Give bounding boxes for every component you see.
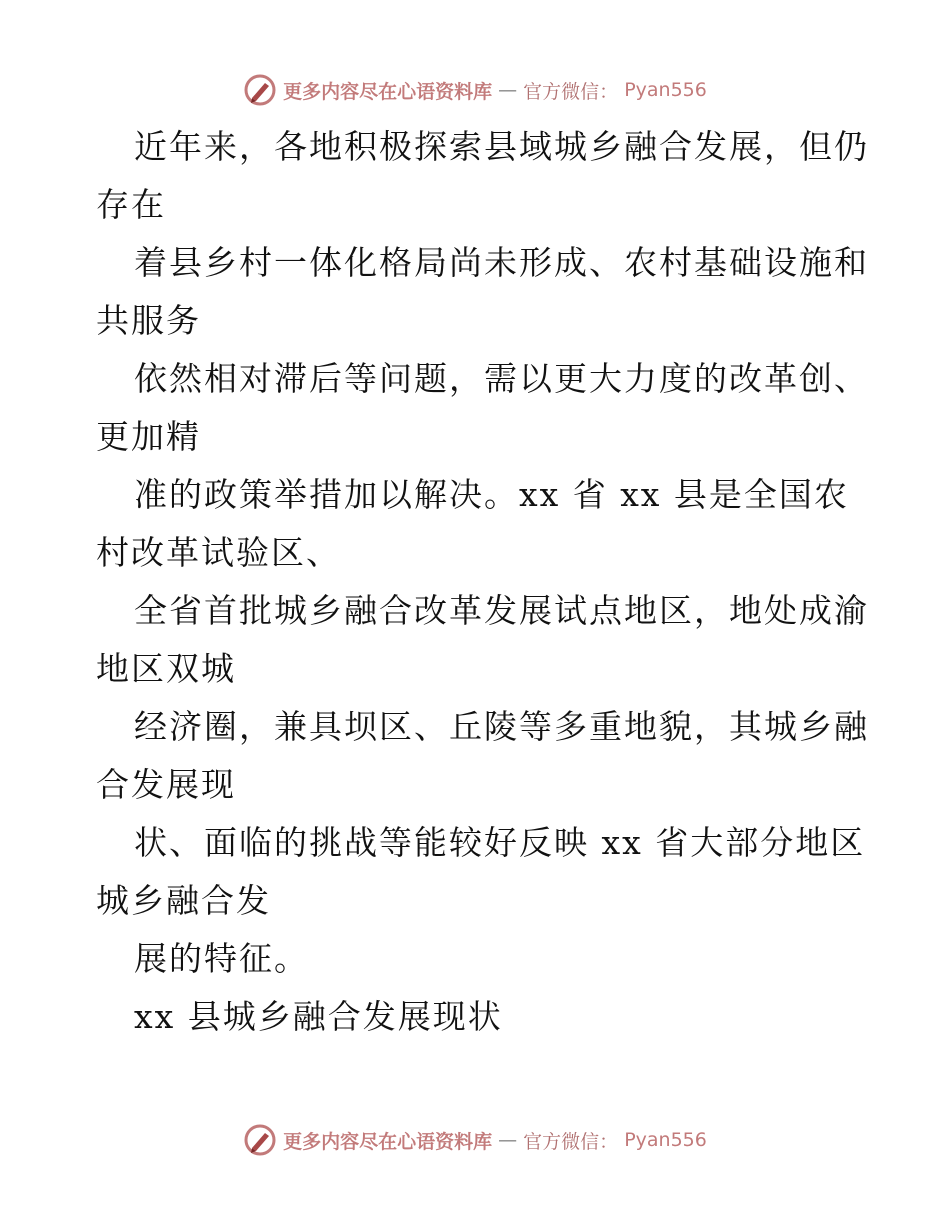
body-line: 地区双城 [96,649,236,688]
watermark-main-text: 更多内容尽在心语资料库 [283,1130,493,1153]
body-line: 状、面临的挑战等能较好反映 xx 省大部分地区 [134,823,866,862]
section-heading: xx 县城乡融合发展现状 [134,997,503,1036]
body-line: 合发展现 [96,765,236,804]
body-line: 经济圈，兼具坝区、丘陵等多重地貌，其城乡融 [134,707,869,746]
body-line: 依然相对滞后等问题，需以更大力度的改革创、 [134,359,869,398]
pen-logo-icon [243,1123,277,1157]
body-line: 着县乡村一体化格局尚未形成、农村基础设施和 [134,243,869,282]
pen-logo-icon [243,73,277,107]
body-line: 近年来，各地积极探索县域城乡融合发展，但仍 [134,127,869,166]
watermark-main-text: 更多内容尽在心语资料库 [283,80,493,103]
watermark-wechat-handle: Pyan556 [624,79,707,101]
watermark-wechat-handle: Pyan556 [624,1129,707,1151]
header-watermark [0,70,950,110]
watermark-separator: — [498,1129,518,1151]
body-line: 更加精 [96,417,201,456]
body-line: 准的政策举措加以解决。xx 省 xx 县是全国农 [134,475,849,514]
footer-watermark [0,1120,950,1160]
body-line: 展的特征。 [134,939,309,978]
body-line: 存在 [96,185,166,224]
body-line: 村改革试验区、 [96,533,341,572]
watermark-wechat-label: 官方微信： [523,1130,619,1153]
body-line: 共服务 [96,301,201,340]
document-body [96,118,869,1046]
watermark-separator: — [498,79,518,101]
body-line: 全省首批城乡融合改革发展试点地区，地处成渝 [134,591,869,630]
watermark-wechat-label: 官方微信： [523,80,619,103]
body-line: 城乡融合发 [96,881,271,920]
